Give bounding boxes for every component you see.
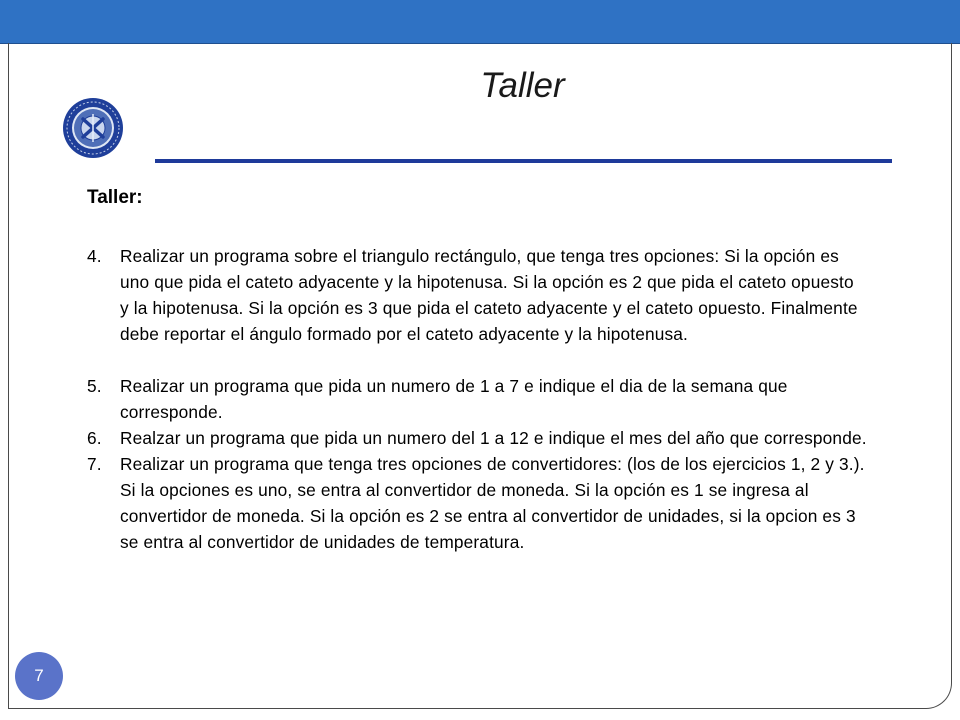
list-item (87, 373, 867, 425)
list-item (87, 425, 867, 451)
section-heading: Taller: (87, 187, 143, 208)
list-item (87, 451, 867, 555)
university-seal-logo (62, 97, 124, 159)
item-number: 5. (87, 376, 102, 396)
slide-title: Taller (480, 66, 565, 105)
item-text: Realizar un programa que pida un numero de 1 a 7 e indique el dia de la semana que corresponde. (120, 376, 788, 422)
list-item (87, 243, 867, 347)
item-text: Realizar un programa que tenga tres opciones de convertidores: (los de los ejercicios 1, 2 y 3.). Si la opciones es uno, se entra al convertidor de moneda. Si la opción es 1 se ingresa al convertidor de moneda. Si la opción es 2 se entra al convertidor de unidades, si la opcion es 3 se entra al convertidor de unidades de temperatura. (120, 454, 865, 552)
page-number-badge: 7 (15, 652, 63, 700)
exercise-list (87, 243, 867, 555)
item-number: 6. (87, 428, 102, 448)
top-header-bar (0, 0, 960, 44)
item-number: 7. (87, 454, 102, 474)
item-text: Realzar un programa que pida un numero del 1 a 12 e indique el mes del año que corresponde. (120, 428, 867, 448)
item-number: 4. (87, 246, 102, 266)
title-underline (155, 159, 892, 163)
item-text: Realizar un programa sobre el triangulo rectángulo, que tenga tres opciones: Si la opción es uno que pida el cateto adyacente y la hipotenusa. Si la opción es 2 que pida el cateto opuesto y la hipotenusa. Si la opción es 3 que pida el cateto adyacente y el cateto opuesto. Finalmente debe reportar el ángulo formado por el cateto adyacente y la hipotenusa. (120, 246, 858, 344)
